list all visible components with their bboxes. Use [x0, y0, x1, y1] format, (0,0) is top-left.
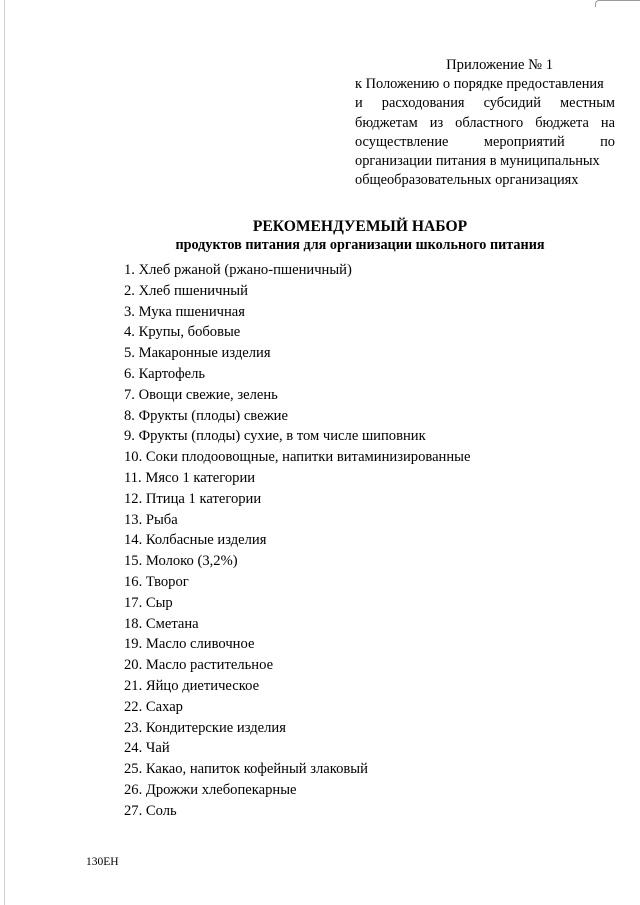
appendix-line: и расходования субсидий местным [355, 95, 615, 112]
list-item: 19. Масло сливочное [124, 636, 255, 653]
list-item: 10. Соки плодоовощные, напитки витаминизированные [124, 449, 471, 466]
list-item: 21. Яйцо диетическое [124, 677, 260, 694]
product-list [124, 260, 470, 822]
appendix-number: Приложение № 1 [446, 57, 553, 73]
appendix-block [355, 56, 615, 190]
appendix-line: осуществление мероприятий по [355, 133, 615, 150]
list-item: 18. Сметана [124, 615, 199, 632]
list-item: 14. Колбасные изделия [124, 532, 267, 549]
list-item: 16. Творог [124, 573, 189, 590]
appendix-line: организации питания в муниципальных [355, 153, 600, 170]
list-item: 9. Фрукты (плоды) сухие, в том числе шиповник [124, 428, 426, 445]
list-item: 12. Птица 1 категории [124, 490, 262, 507]
document-subheading: продуктов питания для организации школьного питания [175, 237, 545, 253]
list-item: 15. Молоко (3,2%) [124, 553, 238, 570]
list-item: 27. Соль [124, 802, 177, 819]
scan-edge [4, 0, 5, 905]
appendix-line: к Положению о порядке предоставления [355, 76, 604, 93]
list-item: 24. Чай [124, 740, 170, 757]
list-item: 3. Мука пшеничная [124, 303, 245, 320]
list-item: 8. Фрукты (плоды) свежие [124, 407, 288, 424]
list-item: 2. Хлеб пшеничный [124, 282, 248, 299]
list-item: 26. Дрожжи хлебопекарные [124, 781, 297, 798]
document-heading: РЕКОМЕНДУЕМЫЙ НАБОР [252, 218, 468, 235]
appendix-line: бюджетам из областного бюджета на [355, 114, 615, 131]
scan-corner [595, 0, 640, 7]
list-item: 25. Какао, напиток кофейный злаковый [124, 761, 368, 778]
list-item: 13. Рыба [124, 511, 178, 528]
list-item: 22. Сахар [124, 698, 183, 715]
list-item: 6. Картофель [124, 365, 206, 382]
list-item: 11. Мясо 1 категории [124, 469, 256, 486]
list-item: 20. Масло растительное [124, 657, 274, 674]
list-item: 23. Кондитерские изделия [124, 719, 286, 736]
footer-code: 130EH [86, 856, 119, 868]
list-item: 4. Крупы, бобовые [124, 324, 241, 341]
list-item: 17. Сыр [124, 594, 173, 611]
appendix-line: общеобразовательных организациях [355, 172, 579, 189]
list-item: 7. Овощи свежие, зелень [124, 386, 278, 403]
list-item: 5. Макаронные изделия [124, 345, 271, 362]
list-item: 1. Хлеб ржаной (ржано-пшеничный) [124, 262, 352, 278]
